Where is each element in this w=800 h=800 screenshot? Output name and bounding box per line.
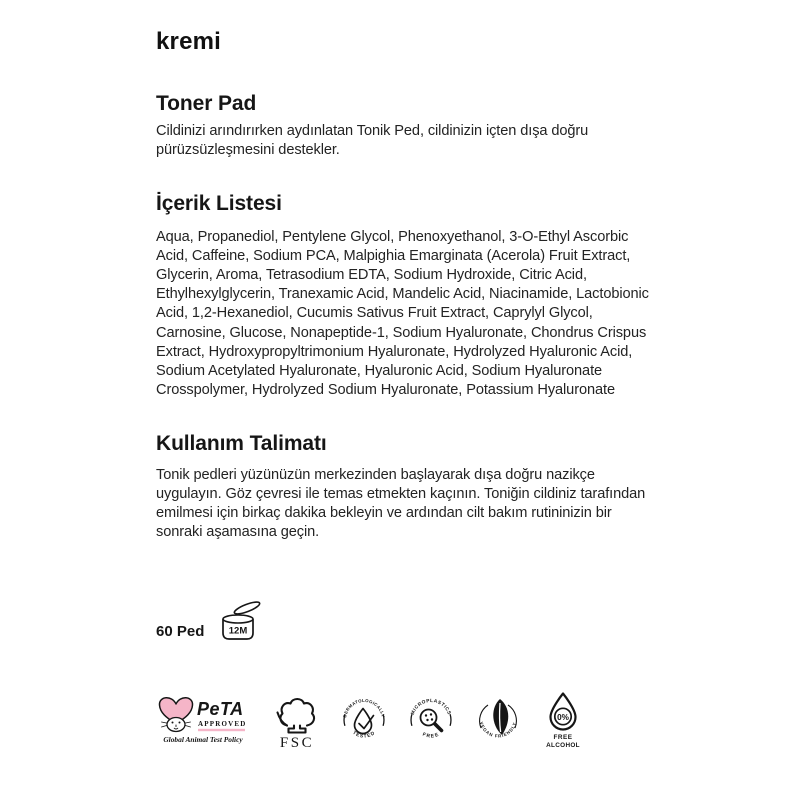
usage-instructions: Tonik pedleri yüzünüzün merkezinden başlayarak dışa doğru nazikçe uygulayın. Göz çevresi ile temas etmekten kaçının. Toniğin cildiniz tarafından emilmesi için birkaç dakika bekleyin ve ardından cilt bakım rutininizin bir sonraki aşamasına geçin. [156, 467, 646, 541]
svg-text:FREE [421, 732, 440, 740]
product-title: Toner Pad [156, 92, 257, 115]
ingredients-title: İçerik Listesi [156, 192, 282, 215]
peta-name-label: PeTA [197, 699, 244, 719]
vegan-label: VEGAN FRIENDLY [478, 721, 518, 739]
pad-count-row [156, 598, 266, 648]
peta-bunny-icon [159, 698, 192, 732]
alcohol-word-label: ALCOHOL [546, 742, 580, 749]
open-jar-12m-icon [214, 598, 266, 648]
alcohol-free-label: FREE [553, 734, 573, 741]
vegan-friendly-badge [474, 696, 522, 744]
period-after-opening-label: 12M [229, 625, 248, 637]
product-description: Cildinizi arındırırken aydınlatan Tonik Ped, cildinizin içten dışa doğru pürüzsüzleşmesini destekler. [156, 123, 589, 159]
alcohol-free-badge [541, 690, 585, 750]
droplet-zero-icon [551, 694, 576, 730]
svg-text:DERMATOLOGICALLY [342, 698, 386, 718]
peta-approved-label: APPROVED [198, 720, 247, 728]
derm-top-label: DERMATOLOGICALLY [342, 697, 386, 718]
derm-bottom-label: TESTED [351, 730, 377, 740]
microplastics-bottom-label: FREE [421, 731, 441, 740]
fsc-label: FSC [279, 735, 315, 750]
peta-approved-badge [156, 691, 254, 749]
microplastics-free-badge [407, 696, 455, 744]
pad-count-label: 60 Ped [156, 622, 205, 640]
droplet-check-icon [355, 709, 374, 734]
leaf-icon [493, 699, 508, 735]
usage-title: Kullanım Talimatı [156, 432, 327, 455]
microplastics-top-label: MICROPLASTICS [410, 698, 452, 716]
alcohol-percent-label: 0% [557, 712, 569, 722]
dermatologically-tested-badge [340, 696, 388, 744]
fsc-tree-icon [278, 699, 315, 733]
ingredients-list: Aqua, Propanediol, Pentylene Glycol, Phenoxyethanol, 3-O-Ethyl Ascorbic Acid, Caffeine, Sodium PCA, Malpighia Emarginata (Acerola) Fruit Extract, Glycerin, Aroma, Tetrasodium EDTA, Sodium Hydroxide, Citric Acid, Ethylhexylglycerin, Tranexamic Acid, Mandelic Acid, Niacinamide, Lactobionic Acid, 1,2-Hexanediol, Cucumis Sativus Fruit Extract, Caprylyl Glycol, Carnosine, Glucose, Nonapeptide-1, Sodium Hyaluronate, Chondrus Crispus Extract, Hydroxypropyltrimonium Hyaluronate, Hydrolyzed Hyaluronic Acid, Sodium Acetylated Hyaluronate, Hyaluronic Acid, Sodium Hyaluronate Crosspolymer, Hydrolyzed Sodium Hyaluronate, Potassium Hyaluronate [156, 229, 649, 398]
certification-badges [156, 690, 585, 750]
fsc-badge [273, 690, 321, 750]
magnifier-particles-icon [421, 710, 442, 731]
peta-pink-bar [198, 729, 245, 731]
brand-logo: kremi [156, 28, 222, 55]
svg-text:TESTED [351, 730, 376, 740]
peta-policy-label: Global Animal Test Policy [163, 735, 243, 744]
